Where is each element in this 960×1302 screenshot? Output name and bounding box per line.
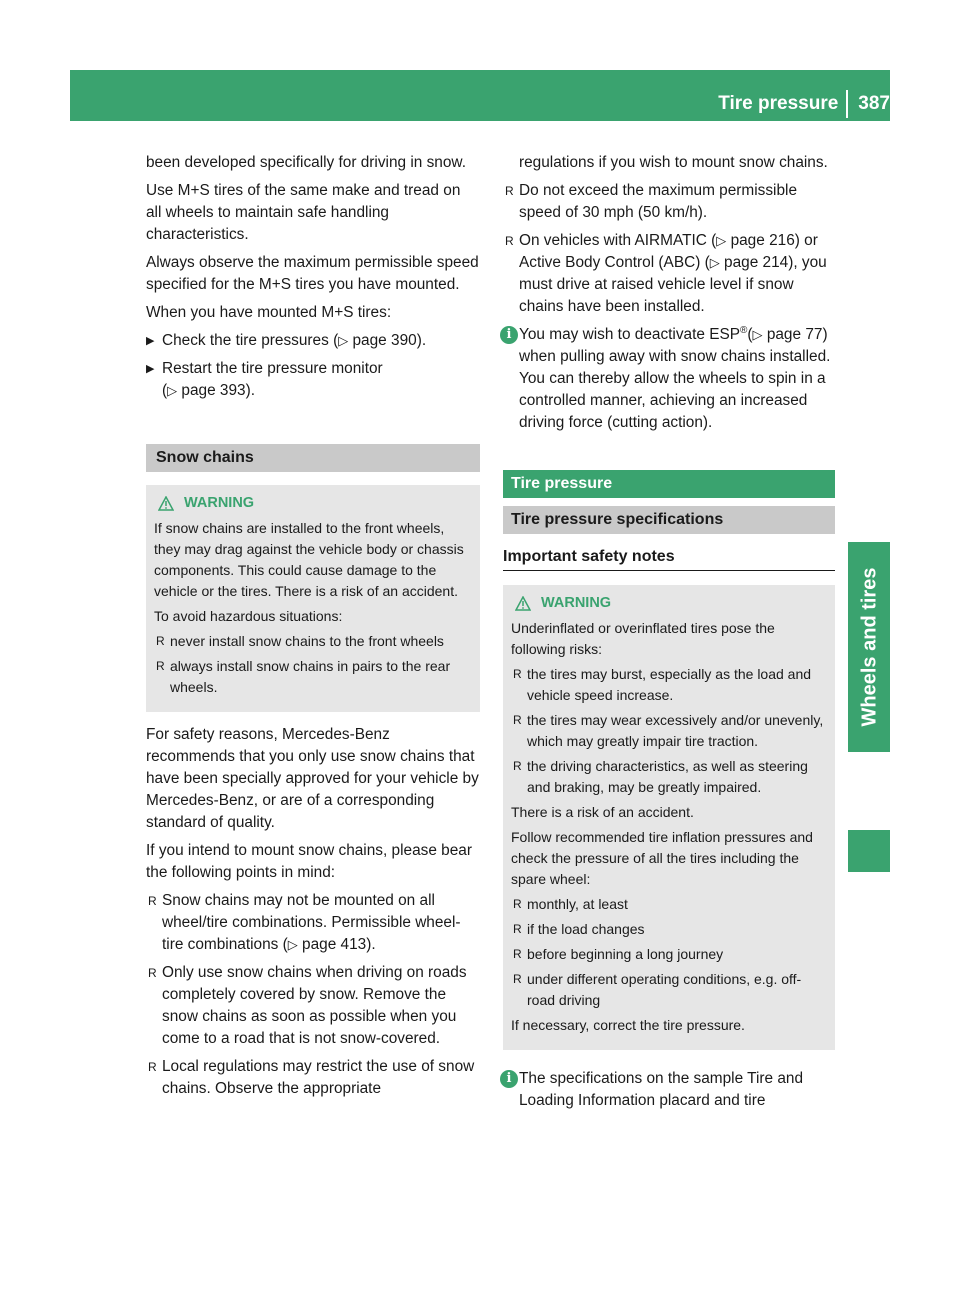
warning-triangle-icon [515,596,531,611]
page-ref-arrow-icon: ▷ [709,255,720,270]
side-tab-label: Wheels and tires [858,567,880,727]
left-column [146,152,480,1106]
warning-title [511,593,827,614]
info-icon: i [500,1070,518,1088]
paragraph: Always observe the maximum permissible speed specified for the M+S tires you have mounted. [146,254,479,293]
list-item-text: On vehicles with AIRMATIC ( [519,232,717,249]
paragraph: When you have mounted M+S tires: [146,304,392,321]
header-divider [846,90,848,118]
list-item: R Local regulations may restrict the use of snow chains. Observe the appropriate [146,1056,480,1100]
warning-bullet: R the tires may burst, especially as the load and vehicle speed increase. [511,664,827,706]
warning-text: To avoid hazardous situations: [154,608,343,624]
info-note [503,1068,835,1112]
warning-title [154,493,472,514]
step-text: Restart the tire pressure monitor [162,360,383,377]
warning-text: There is a risk of an accident. [511,804,694,820]
info-note [503,324,835,434]
page-header [718,90,890,118]
list-item [503,230,835,318]
page-number: 387 [858,93,890,114]
section-title-snow-chains: Snow chains [146,444,480,472]
warning-label: WARNING [184,495,255,511]
warning-text: If snow chains are installed to the front wheels, they may drag against the vehicle body or chassis components. This could cause damage to the vehicle or the tires. There is a risk of an accident. [154,520,464,599]
info-text: You may wish to deactivate ESP [519,326,741,343]
warning-bullet: R before beginning a long journey [511,944,827,965]
page-ref-arrow-icon: ▷ [716,233,727,248]
side-marker [848,830,890,872]
warning-bullet: R under different operating conditions, e.g. off-road driving [511,969,827,1011]
list-item-text: Snow chains may not be mounted on all wheel/tire combinations. Permissible wheel-tire combinations ( [162,892,461,953]
paragraph: If you intend to mount snow chains, please bear the following points in mind: [146,842,472,881]
warning-text: Follow recommended tire inflation pressures and check the pressure of all the tires including the spare wheel: [511,829,813,887]
info-text: ( [747,326,753,343]
instruction-step: ▶ Restart the tire pressure monitor (▷ page 393). [146,358,480,402]
warning-label: WARNING [541,595,612,611]
warning-bullet: R the driving characteristics, as well as steering and braking, may be greatly impaired. [511,756,827,798]
right-column [503,152,835,1118]
header-title: Tire pressure [718,93,839,114]
page-ref-arrow-icon: ▷ [752,327,763,342]
warning-bullet: R always install snow chains in pairs to the rear wheels. [154,656,472,698]
subheading-important-safety-notes: Important safety notes [503,534,835,571]
list-item: R Only use snow chains when driving on roads completely covered by snow. Remove the snow chains as soon as possible when you come to a road that is not snow-covered. [146,962,480,1050]
instruction-step [146,330,480,352]
warning-bullet: R the tires may wear excessively and/or unevenly, which may greatly impair tire traction. [511,710,827,752]
side-tab [848,542,890,752]
list-item [146,890,480,956]
warning-box [503,585,835,1050]
page-reference[interactable]: page 77) when pulling away with snow chains installed. You can thereby allow the wheels to spin in a controlled manner, achieving an increased driving force (cutting action). [519,326,831,431]
info-icon: i [500,326,518,344]
page-ref-arrow-icon: ▷ [167,383,178,398]
warning-bullet: R if the load changes [511,919,827,940]
warning-bullet: R never install snow chains to the front wheels [154,631,472,652]
warning-triangle-icon [158,496,174,511]
paragraph: For safety reasons, Mercedes-Benz recommends that you only use snow chains that have been specially approved for your vehicle by Mercedes-Benz, or are of a corresponding standard of quality. [146,726,479,831]
list-item: R Do not exceed the maximum permissible speed of 30 mph (50 km/h). [503,180,835,224]
step-text: Check the tire pressures ( [162,332,339,349]
warning-text: Underinflated or overinflated tires pose the following risks: [511,620,775,657]
paragraph: Use M+S tires of the same make and tread on all wheels to maintain safe handling characteristics. [146,182,461,243]
page-reference[interactable]: page 393). [181,382,256,399]
paragraph: regulations if you wish to mount snow chains. [519,154,828,171]
section-title-tire-pressure-specifications: Tire pressure specifications [503,506,835,534]
page-reference[interactable]: page 413). [302,936,376,953]
info-text: The specifications on the sample Tire and Loading Information placard and tire [519,1070,804,1109]
warning-bullet: R monthly, at least [511,894,827,915]
page-reference[interactable]: page 214), you must drive at raised vehicle level if snow chains have been installed. [519,254,827,315]
paragraph: been developed specifically for driving in snow. [146,154,466,171]
warning-box [146,485,480,712]
page-reference[interactable]: page 390). [352,332,427,349]
section-title-tire-pressure: Tire pressure [503,470,835,498]
page-ref-arrow-icon: ▷ [287,937,298,952]
warning-text: If necessary, correct the tire pressure. [511,1017,745,1033]
page-ref-arrow-icon: ▷ [338,333,349,348]
page-reference[interactable]: page 216) or Active Body Control (ABC) ( [519,232,818,271]
registered-mark: ® [740,324,748,336]
